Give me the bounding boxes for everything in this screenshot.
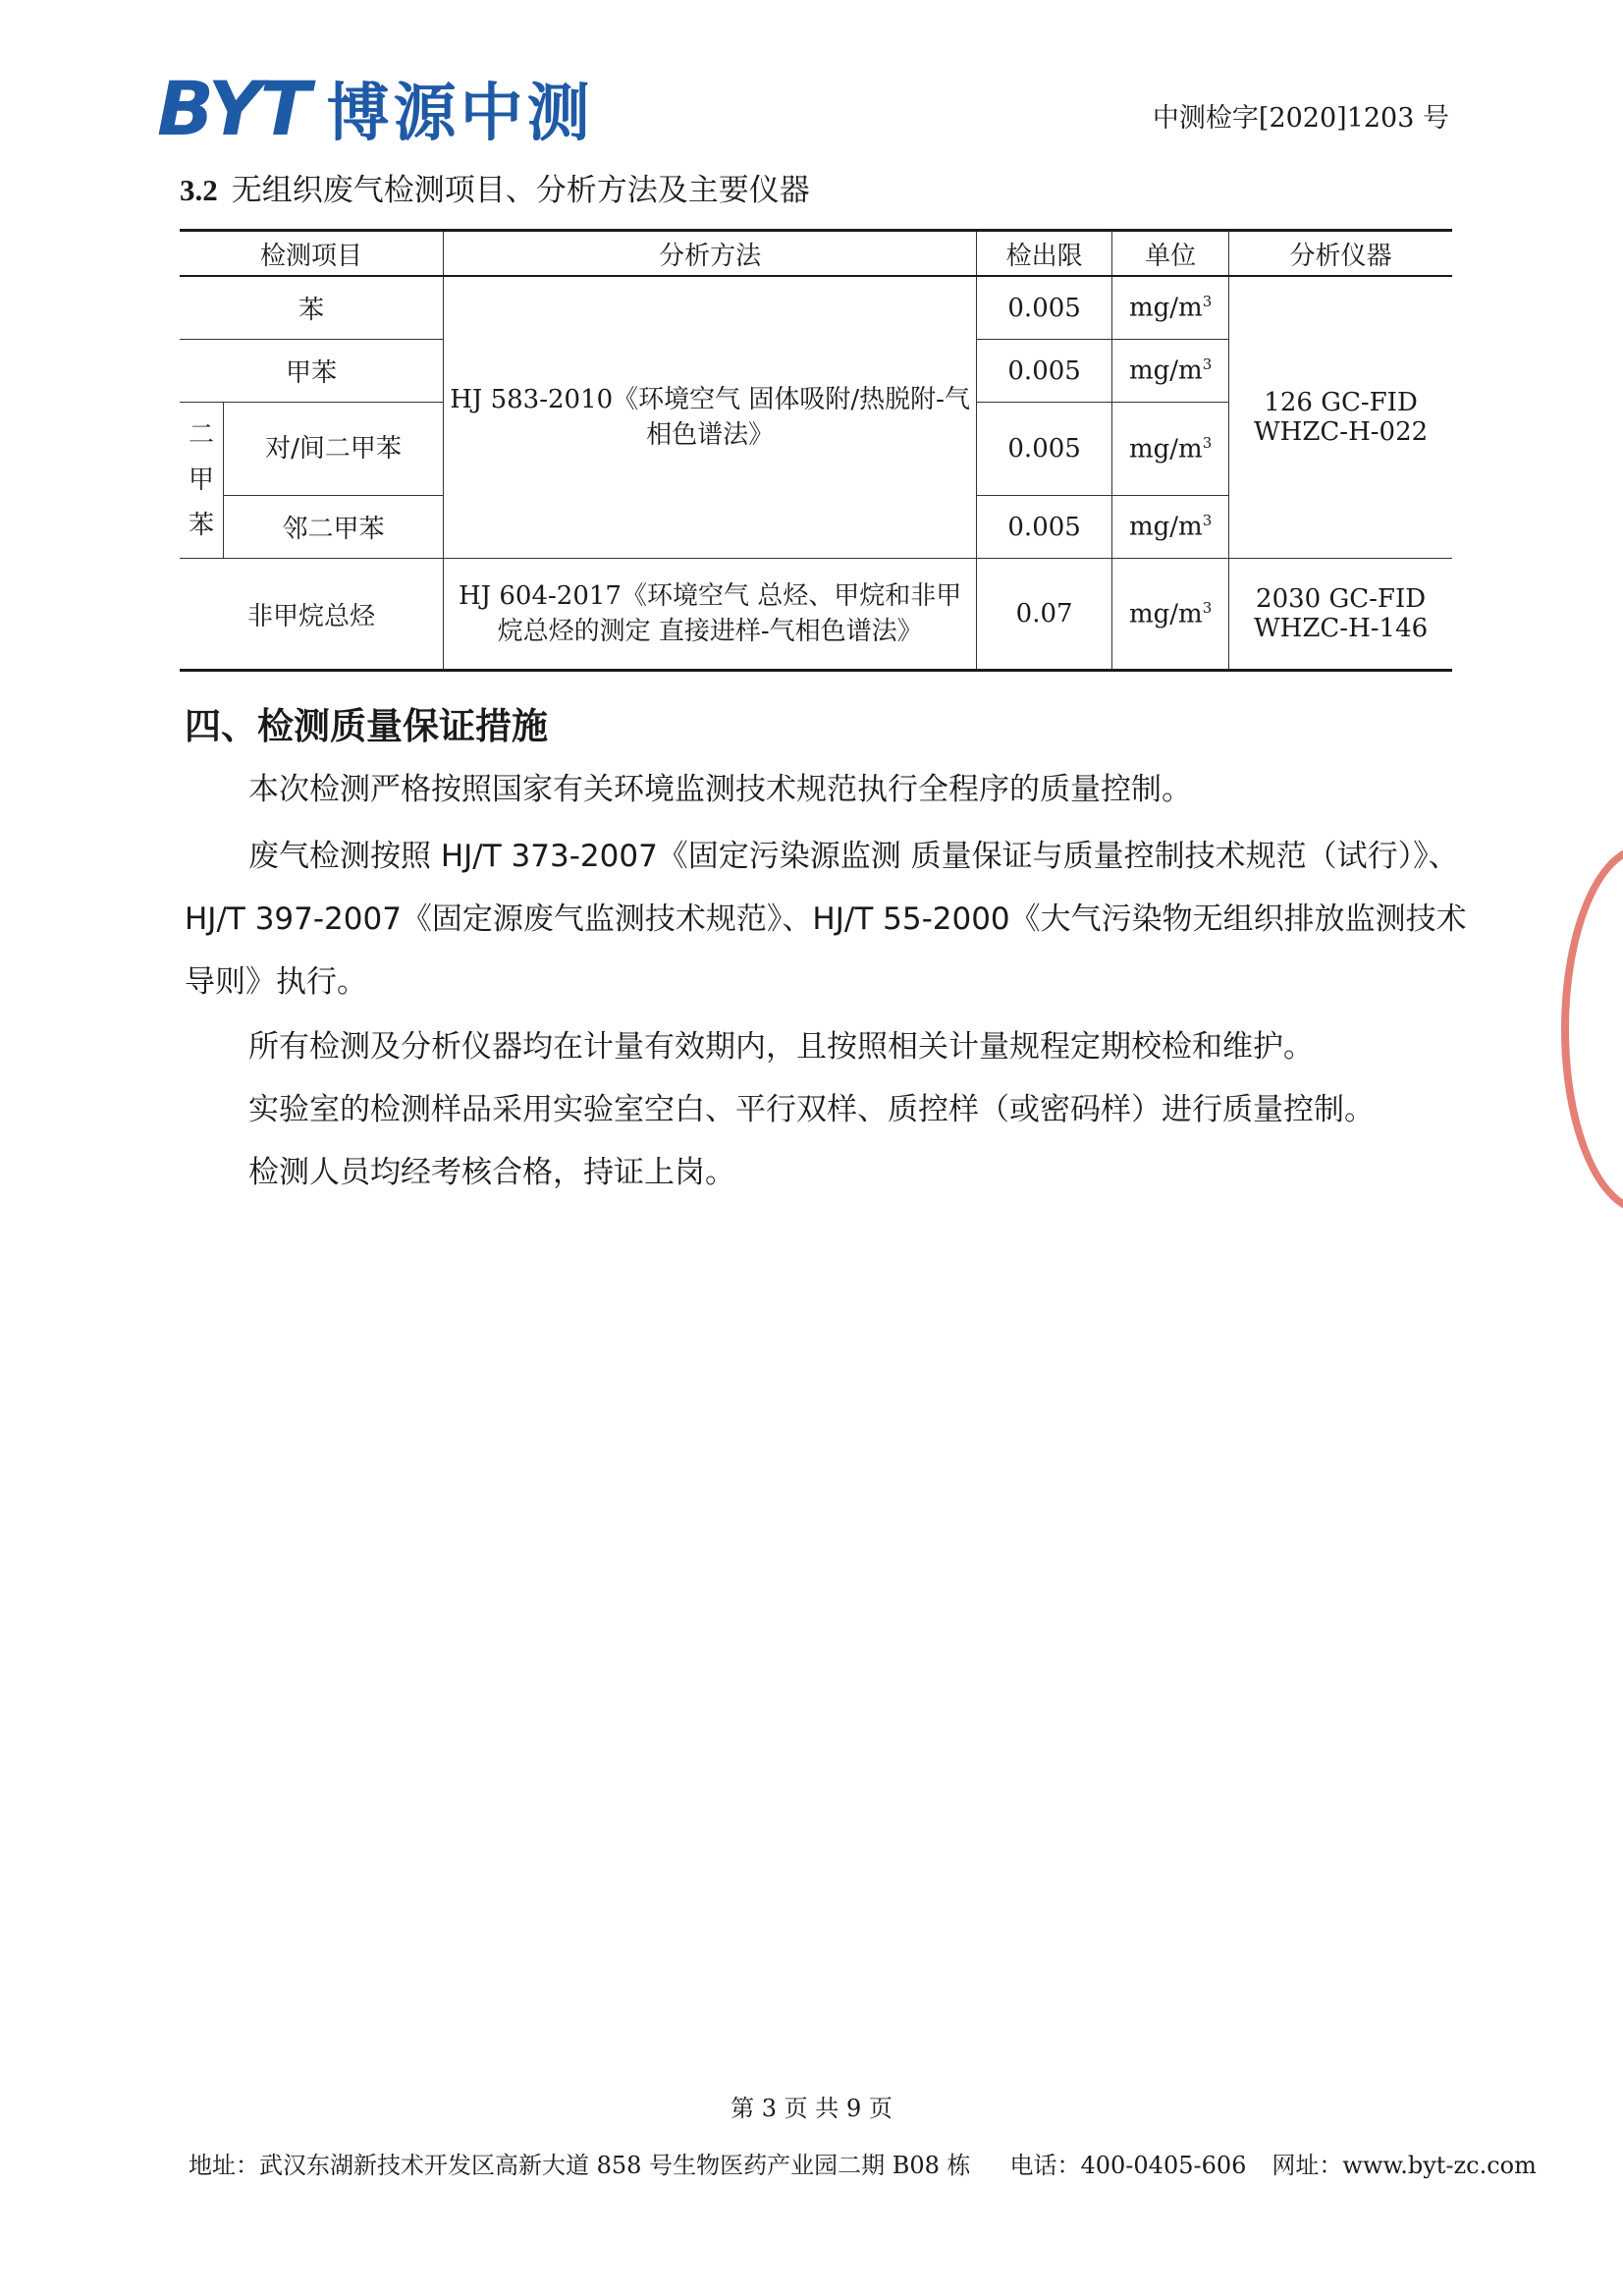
report-number: 中测检字[2020]1203 号 xyxy=(1152,103,1449,134)
page-number: 第 3 页 共 9 页 xyxy=(730,2095,893,2122)
logo-mark: BYT xyxy=(157,64,309,152)
limit-cell: 0.005 xyxy=(977,276,1112,340)
limit-cell: 0.07 xyxy=(977,559,1112,671)
method-cell: HJ 604-2017《环境空气 总烃、甲烷和非甲烷总烃的测定 直接进样-气相色谱法》 xyxy=(444,559,977,671)
footer-address: 地址：武汉东湖新技术开发区高新大道 858 号生物医药产业园二期 B08 栋 xyxy=(189,2152,971,2179)
section-number: 3.2 xyxy=(180,173,218,207)
detection-table xyxy=(180,229,1452,672)
header-limit: 检出限 xyxy=(977,231,1112,277)
company-logo xyxy=(157,63,594,153)
table-row xyxy=(180,559,1452,671)
paragraph: 本次检测严格按照国家有关环境监测技术规范执行全程序的质量控制。 xyxy=(248,772,1192,807)
unit-cell: $mg/m^3$ xyxy=(1112,276,1229,340)
group-cell: 二 甲 苯 xyxy=(180,403,224,559)
unit-cell: $mg/m^3$ xyxy=(1112,403,1229,496)
unit-cell: $mg/m^3$ xyxy=(1112,559,1229,671)
instrument-cell: 126 GC-FID WHZC-H-022 xyxy=(1229,276,1452,559)
item-cell: 苯 xyxy=(180,276,444,340)
table-header-row xyxy=(180,231,1452,277)
limit-cell: 0.005 xyxy=(977,496,1112,559)
section-title xyxy=(180,165,810,209)
header-instrument: 分析仪器 xyxy=(1229,231,1452,277)
logo-text: 博源中测 xyxy=(326,78,594,150)
section-4-title: 四、检测质量保证措施 xyxy=(185,705,548,747)
limit-cell: 0.005 xyxy=(977,403,1112,496)
item-cell: 非甲烷总烃 xyxy=(180,559,444,671)
item-cell: 邻二甲苯 xyxy=(224,496,444,559)
header-method: 分析方法 xyxy=(444,231,977,277)
footer-website: 网址：www.byt-zc.com xyxy=(1271,2152,1537,2179)
item-cell: 甲苯 xyxy=(180,340,444,403)
section-title-text: 无组织废气检测项目、分析方法及主要仪器 xyxy=(231,173,810,208)
red-seal-stamp xyxy=(1561,845,1623,1214)
paragraph: 检测人员均经考核合格，持证上岗。 xyxy=(248,1155,735,1190)
paragraph: 实验室的检测样品采用实验室空白、平行双样、质控样（或密码样）进行质量控制。 xyxy=(248,1092,1375,1127)
footer xyxy=(189,2146,1537,2180)
item-cell: 对/间二甲苯 xyxy=(224,403,444,496)
instrument-cell: 2030 GC-FID WHZC-H-146 xyxy=(1229,559,1452,671)
header-item: 检测项目 xyxy=(180,231,444,277)
unit-cell: $mg/m^3$ xyxy=(1112,340,1229,403)
unit-cell: $mg/m^3$ xyxy=(1112,496,1229,559)
footer-phone: 电话：400-0405-606 xyxy=(1009,2152,1247,2179)
table-row xyxy=(180,276,1452,340)
paragraph: 废气检测按照 HJ/T 373-2007《固定污染源监测 质量保证与质量控制技术规范（试行）》、HJ/T 397-2007《固定源废气监测技术规范》、HJ/T 55-2000《大气污染物无组织排放监测技术导则》执行。 xyxy=(185,839,1467,1000)
limit-cell: 0.005 xyxy=(977,340,1112,403)
method-cell: HJ 583-2010《环境空气 固体吸附/热脱附-气相色谱法》 xyxy=(444,276,977,559)
paragraph: 所有检测及分析仪器均在计量有效期内，且按照相关计量规程定期校检和维护。 xyxy=(248,1029,1314,1065)
header-unit: 单位 xyxy=(1112,231,1229,277)
